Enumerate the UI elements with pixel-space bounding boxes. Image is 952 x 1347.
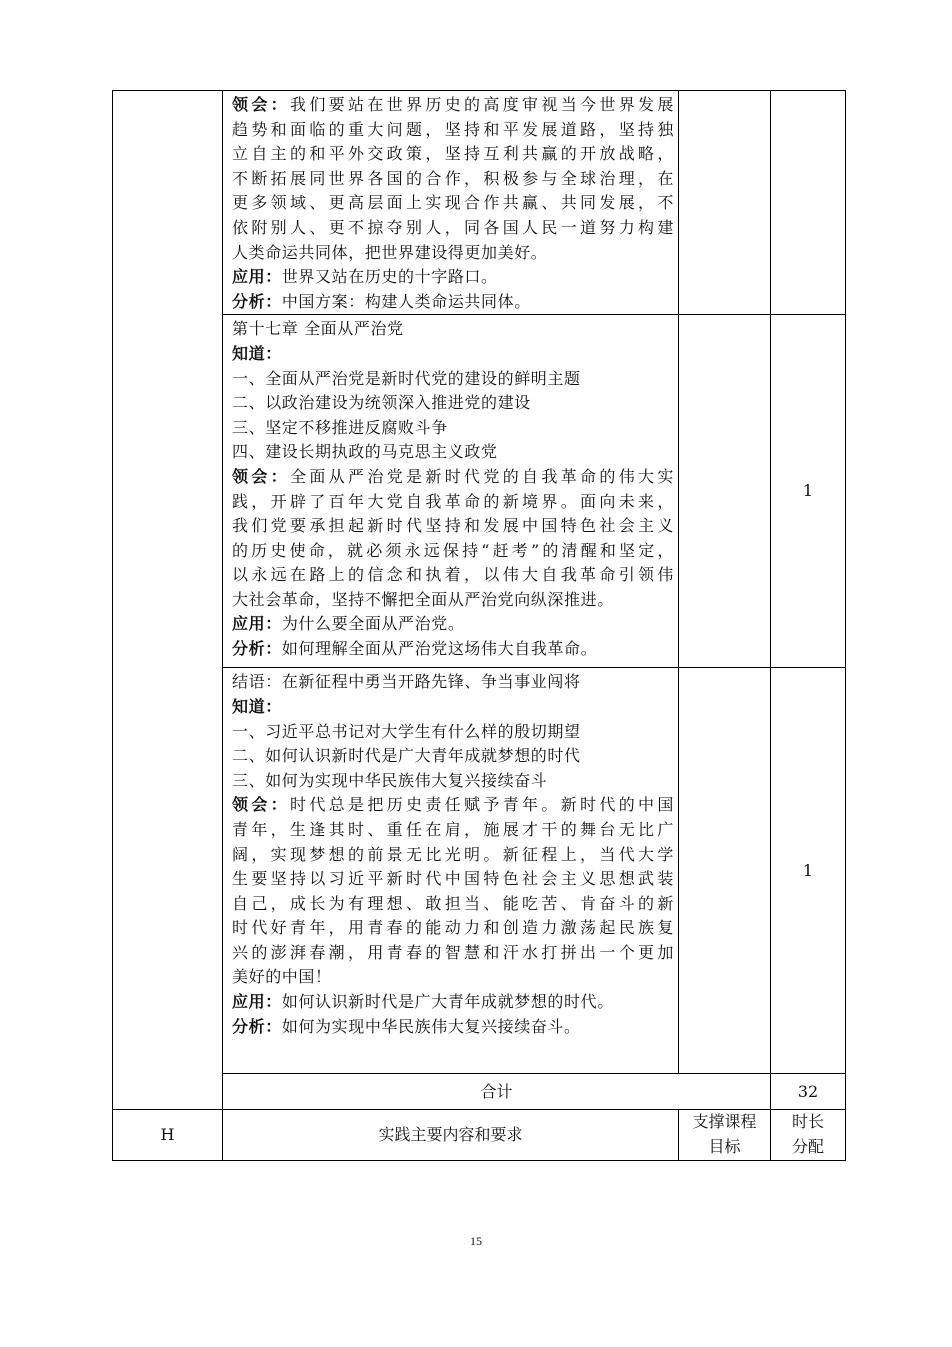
section-2-objective-cell	[679, 315, 771, 668]
text-line	[232, 990, 674, 1015]
keyword-label: 应用：	[232, 992, 282, 1012]
keyword-label: 应用：	[232, 614, 282, 634]
line-text: 依附别人、更不掠夺别人，同各国人民一道努力构建	[232, 217, 674, 237]
line-text: 全面从严治党是新时代党的自我革命的伟大实	[290, 466, 674, 486]
text-line	[232, 843, 674, 868]
line-text: 三、如何为实现中华民族伟大复兴接续奋斗	[232, 770, 548, 790]
text-line	[232, 539, 674, 564]
text-line	[232, 588, 674, 613]
line-text: 一、习近平总书记对大学生有什么样的殷切期望	[232, 721, 581, 741]
text-line	[232, 342, 674, 367]
line-text: 不断拓展同世界各国的合作，积极参与全球治理，在	[232, 168, 674, 188]
line-text: 为什么要全面从严治党。	[281, 614, 465, 634]
keyword-label: 分析：	[232, 291, 282, 311]
header-col4-line2: 分配	[791, 1136, 824, 1156]
text-line	[232, 290, 674, 315]
table-row-section-1	[113, 91, 846, 315]
line-text: 二、以政治建设为统领深入推进党的建设	[232, 393, 531, 413]
text-line	[232, 265, 674, 290]
keyword-label: 领会：	[232, 95, 291, 114]
text-line	[232, 563, 674, 588]
line-text: 践，开辟了百年大党自我革命的新境界。面向未来，	[232, 491, 674, 511]
text-line	[232, 892, 674, 917]
line-text: 我们党要承担起新时代坚持和发展中国特色社会主义	[232, 516, 674, 536]
line-text: 二、如何认识新时代是广大青年成就梦想的时代	[232, 746, 581, 766]
table-row-practice-header	[113, 1110, 846, 1160]
text-line	[232, 744, 674, 769]
text-line	[232, 941, 674, 966]
header-col1: H	[113, 1110, 223, 1160]
line-text: 时代总是把历史责任赋予青年。新时代的中国	[290, 795, 674, 815]
line-text: 阔，实现梦想的前景无比光明。新征程上，当代大学	[232, 844, 674, 864]
keyword-label: 分析：	[232, 639, 282, 659]
total-hours: 32	[771, 1074, 846, 1110]
text-line	[232, 241, 674, 266]
syllabus-table	[112, 90, 846, 1161]
header-col3	[679, 1110, 771, 1160]
line-text: 大社会革命，坚持不懈把全面从严治党向纵深推进。	[232, 589, 614, 609]
line-text: 的历史使命，就必须永远保持“赶考”的清醒和坚定，	[232, 540, 674, 560]
line-text: 兴的澎湃春潮，用青春的智慧和汗水打拼出一个更加	[232, 942, 674, 962]
header-col3-line2: 目标	[708, 1136, 741, 1156]
line-text: 第十七章 全面从严治党	[232, 319, 404, 339]
keyword-label: 知道：	[232, 343, 282, 363]
header-col3-line1: 支撑课程	[692, 1112, 757, 1132]
text-line	[232, 317, 674, 342]
line-text: 世界又站在历史的十字路口。	[281, 267, 498, 287]
line-text: 如何理解全面从严治党这场伟大自我革命。	[281, 639, 598, 659]
section-3-objective-cell	[679, 668, 771, 1074]
section-3-lines	[232, 670, 674, 1039]
line-text: 青年，生逢其时、重任在肩，施展才干的舞台无比广	[232, 819, 674, 839]
text-line	[232, 965, 674, 990]
text-line	[232, 440, 674, 465]
line-text: 立自主的和平外交政策，坚持互利共赢的开放战略，	[232, 144, 674, 164]
section-1-hours-cell	[771, 91, 846, 315]
text-line	[232, 720, 674, 745]
section-2-lines	[232, 317, 674, 661]
text-line	[232, 465, 674, 490]
line-text: 如何为实现中华民族伟大复兴接续奋斗。	[281, 1016, 581, 1036]
table-row-section-3	[113, 668, 846, 1074]
header-col4-line1: 时长	[791, 1112, 824, 1132]
text-line	[232, 818, 674, 843]
line-text: 时代好青年，用青春的能动力和创造力激荡起民族复	[232, 918, 674, 938]
section-1-objective-cell	[679, 91, 771, 315]
line-text: 四、建设长期执政的马克思主义政党	[232, 442, 498, 462]
line-text: 以永远在路上的信念和执着，以伟大自我革命引领伟	[232, 565, 674, 585]
line-text: 三、坚定不移推进反腐败斗争	[232, 417, 448, 437]
left-merged-cell	[113, 91, 223, 1110]
keyword-label: 知道：	[232, 696, 282, 716]
keyword-label: 分析：	[232, 1016, 282, 1036]
section-3-content	[223, 668, 679, 1074]
line-text: 生要坚持以习近平新时代中国特色社会主义思想武装	[232, 869, 674, 889]
text-line	[232, 416, 674, 441]
section-3-hours: 1	[771, 668, 846, 1074]
keyword-label: 领会：	[232, 466, 291, 486]
table-row-section-2	[113, 315, 846, 668]
text-line	[232, 793, 674, 818]
text-line	[232, 118, 674, 143]
line-text: 人类命运共同体，把世界建设得更加美好。	[232, 242, 548, 262]
text-line	[232, 612, 674, 637]
line-text: 更多领域、更高层面上实现合作共赢、共同发展，不	[232, 193, 674, 213]
line-text: 趋势和面临的重大问题，坚持和平发展道路，坚持独	[232, 119, 674, 139]
page-number: 15	[470, 1234, 482, 1248]
section-2-content	[223, 315, 679, 668]
text-line	[232, 191, 674, 216]
line-text: 结语：在新征程中勇当开路先锋、争当事业闯将	[232, 672, 581, 692]
header-col2: 实践主要内容和要求	[223, 1110, 679, 1160]
text-line	[232, 695, 674, 720]
keyword-label: 领会：	[232, 795, 291, 815]
text-line	[232, 490, 674, 515]
total-label: 合计	[223, 1074, 771, 1110]
text-line	[232, 514, 674, 539]
line-text: 如何认识新时代是广大青年成就梦想的时代。	[281, 992, 614, 1012]
text-line	[232, 142, 674, 167]
text-line	[232, 1015, 674, 1040]
text-line	[232, 769, 674, 794]
text-line	[232, 93, 674, 118]
section-1-content	[223, 91, 679, 315]
section-1-lines	[232, 93, 674, 314]
text-line	[232, 391, 674, 416]
header-col4	[771, 1110, 846, 1160]
line-text: 美好的中国！	[232, 967, 332, 987]
keyword-label: 应用：	[232, 267, 282, 287]
text-line	[232, 167, 674, 192]
line-text: 一、全面从严治党是新时代党的建设的鲜明主题	[232, 368, 581, 388]
section-2-hours: 1	[771, 315, 846, 668]
text-line	[232, 670, 674, 695]
line-text: 中国方案：构建人类命运共同体。	[281, 291, 531, 311]
text-line	[232, 916, 674, 941]
text-line	[232, 637, 674, 662]
text-line	[232, 367, 674, 392]
table-row-total	[113, 1074, 846, 1110]
line-text: 我们要站在世界历史的高度审视当今世界发展	[290, 95, 674, 114]
text-line	[232, 216, 674, 241]
line-text: 自己，成长为有理想、敢担当、能吃苦、肯奋斗的新	[232, 893, 674, 913]
text-line	[232, 867, 674, 892]
